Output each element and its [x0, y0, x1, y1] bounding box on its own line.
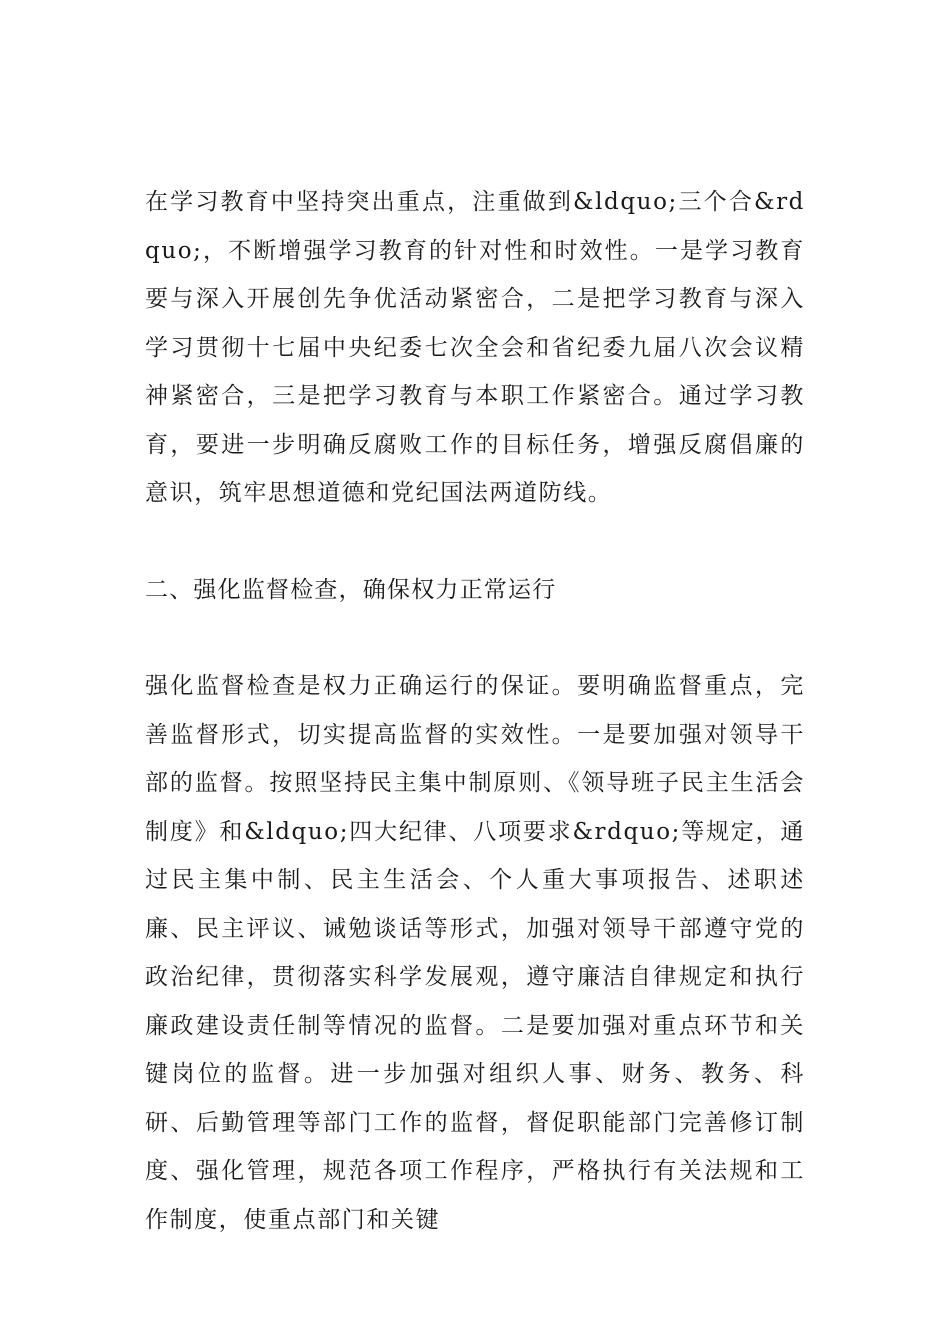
section-heading-supervision: 二、强化监督检查，确保权力正常运行 — [145, 576, 557, 603]
paragraph-study-education: 在学习教育中坚持突出重点，注重做到&ldquo;三个合&rdquo;，不断增强学习教育的针对性和时效性。一是学习教育要与深入开展创先争优活动紧密合，二是把学习教育与深入学习贯彻十七届中央纪委七次全会和省纪委九届八次会议精神紧密合，三是把学习教育与本职工作紧密合。通过学习教育，要进一步明确反腐败工作的目标任务，增强反腐倡廉的意识，筑牢思想道德和党纪国法两道防线。 — [145, 189, 805, 506]
paragraph-supervision-inspection: 强化监督检查是权力正确运行的保证。要明确监督重点，完善监督形式，切实提高监督的实效性。一是要加强对领导干部的监督。按照坚持民主集中制原则、《领导班子民主生活会制度》和&ldquo;四大纪律、八项要求&rdquo;等规定，通过民主集中制、民主生活会、个人重大事项报告、述职述廉、民主评议、诫勉谈话等形式，加强对领导干部遵守党的政治纪律，贯彻落实科学发展观，遵守廉洁自律规定和执行廉政建设责任制等情况的监督。二是要加强对重点环节和关键岗位的监督。进一步加强对组织人事、财务、教务、科研、后勤管理等部门工作的监督，督促职能部门完善修订制度、强化管理，规范各项工作程序，严格执行有关法规和工作制度，使重点部门和关键 — [145, 673, 805, 1233]
document-body — [145, 178, 805, 1244]
